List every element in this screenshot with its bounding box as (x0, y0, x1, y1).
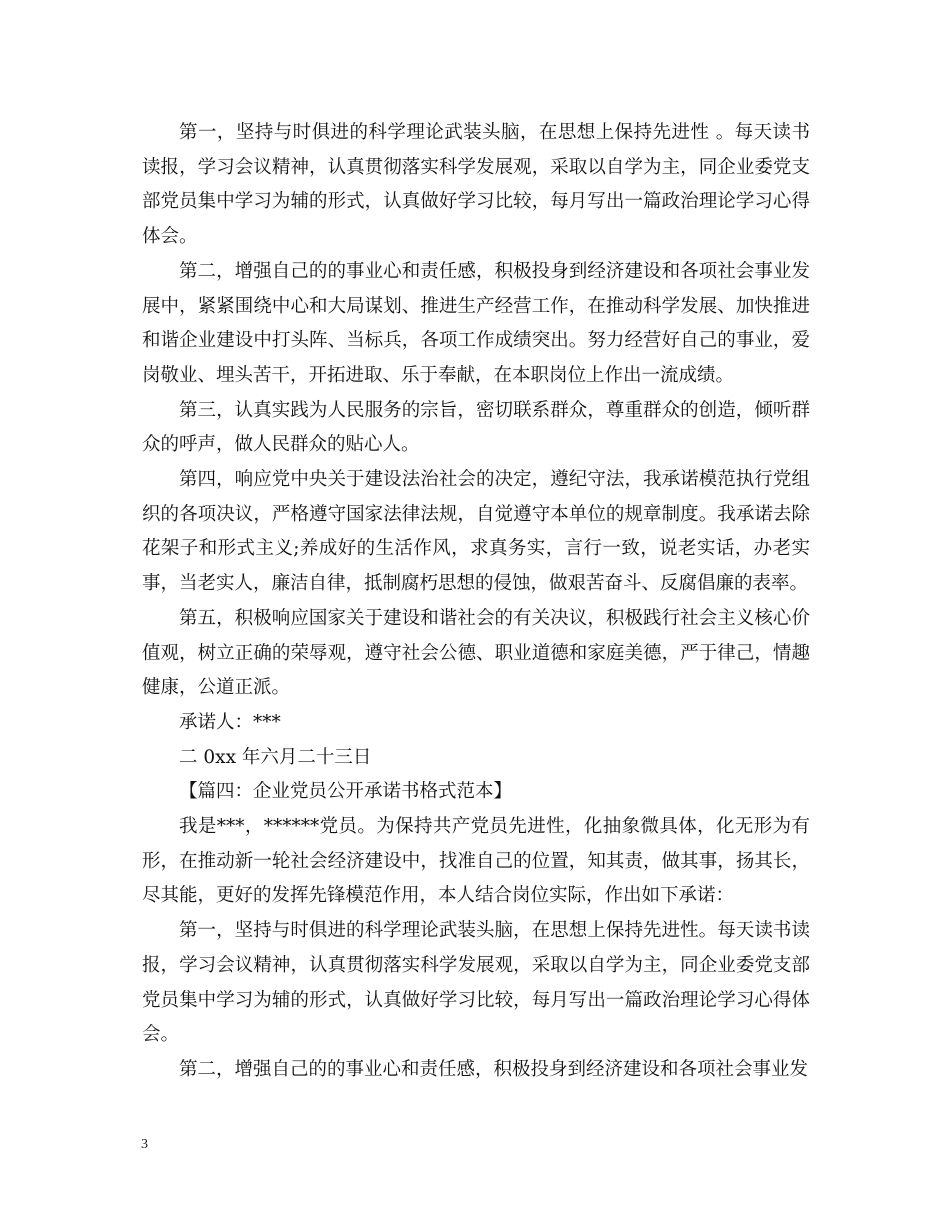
paragraph-second-commitment: 第二，增强自己的的事业心和责任感，积极投身到经济建设和各项社会事业发展中，紧紧围绕中心和大局谋划、推进生产经营工作，在推动科学发展、加快推进和谐企业建设中打头阵、当标兵，各项工作成绩突出。努力经营好自己的事业，爱岗敬业、埋头苦干，开拓进取、乐于奉献，在本职岗位上作出一流成绩。 (142, 260, 810, 386)
paragraph-fifth-commitment: 第五，积极响应国家关于建设和谐社会的有关决议，积极践行社会主义核心价值观，树立正确的荣辱观，遵守社会公德、职业道德和家庭美德，严于律己，情趣健康，公道正派。 (142, 607, 810, 699)
signatory-line: 承诺人：*** (179, 711, 281, 733)
date-line: 二 0xx 年六月二十三日 (179, 746, 372, 768)
paragraph-intro: 我是***，******党员。为保持共产党员先进性，化抽象微具体，化无形为有形，在推动新一轮社会经济建设中，找准自己的位置，知其责，做其事，扬其长，尽其能，更好的发挥先锋模范作用，本人结合岗位实际，作出如下承诺： (142, 816, 810, 907)
paragraph-first-commitment: 第一，坚持与时俱进的科学理论武装头脑，在思想上保持先进性 。每天读书读报，学习会议精神，认真贯彻落实科学发展观，采取以自学为主，同企业委党支部党员集中学习为辅的形式，认真做好学习比较，每月写出一篇政治理论学习心得体会。 (142, 122, 810, 248)
paragraph-third-commitment: 第三，认真实践为人民服务的宗旨，密切联系群众，尊重群众的创造，倾听群众的呼声，做人民群众的贴心人。 (142, 399, 810, 456)
paragraph-first-commitment-repeat: 第一，坚持与时俱进的科学理论武装头脑，在思想上保持先进性。每天读书读报，学习会议精神，认真贯彻落实科学发展观，采取以自学为主，同企业委党支部党员集中学习为辅的形式，认真做好学习比较，每月写出一篇政治理论学习心得体会。 (142, 920, 810, 1046)
paragraph-fourth-commitment: 第四，响应党中央关于建设法治社会的决定，遵纪守法，我承诺模范执行党组织的各项决议，严格遵守国家法律法规，自觉遵守本单位的规章制度。我承诺去除花架子和形式主义;养成好的生活作风，求真务实，言行一致，说老实话，办老实事，当老实人，廉洁自律，抵制腐朽思想的侵蚀，做艰苦奋斗、反腐倡廉的表率。 (142, 469, 810, 595)
section-heading: 【篇四：企业党员公开承诺书格式范本】 (179, 781, 513, 803)
document-body (142, 116, 810, 1088)
paragraph-second-commitment-partial: 第二，增强自己的的事业心和责任感，积极投身到经济建设和各项社会事业发 (179, 1058, 809, 1080)
page-number: 3 (141, 1137, 148, 1152)
